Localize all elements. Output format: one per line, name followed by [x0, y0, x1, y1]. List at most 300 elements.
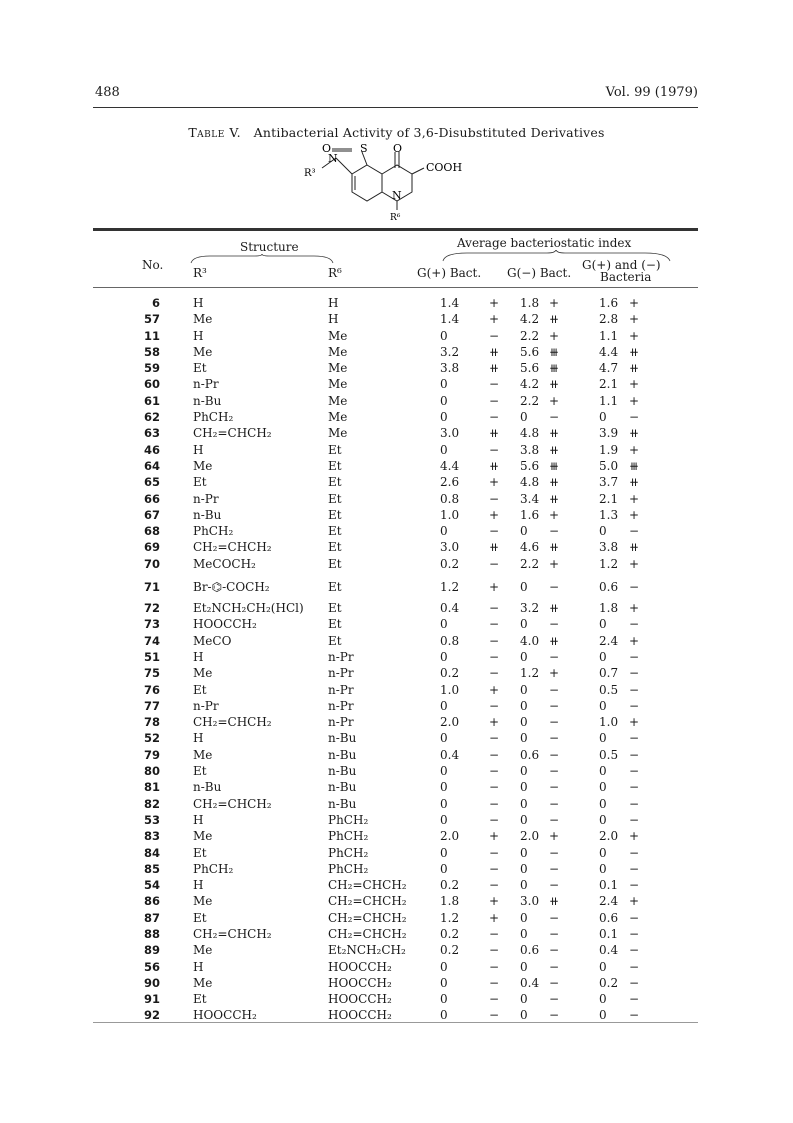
table-row	[0, 683, 793, 699]
r3-substituent: n-Bu	[193, 780, 222, 795]
table-bottom-rule	[93, 1022, 698, 1023]
compound-number: 70	[143, 556, 160, 571]
r6-substituent: PhCH₂	[328, 845, 369, 860]
gminus-index: 3.4	[520, 491, 540, 506]
table-row	[0, 797, 793, 813]
gminus-index: 2.2	[520, 556, 540, 571]
r6-substituent: HOOCCH₂	[328, 992, 392, 1007]
gplus-rating: −	[488, 617, 500, 632]
r3-substituent: Me	[193, 894, 213, 909]
r3-substituent: CH₂=CHCH₂	[193, 426, 272, 441]
compound-number: 74	[143, 633, 160, 648]
gminus-rating: +	[548, 393, 560, 408]
both-rating: −	[628, 959, 640, 974]
table-row	[0, 780, 793, 796]
gminus-index: 0	[520, 1008, 528, 1023]
gminus-rating: −	[548, 861, 560, 876]
gminus-index: 0	[520, 845, 528, 860]
gplus-rating: −	[488, 410, 500, 425]
compound-number: 76	[143, 682, 160, 697]
gminus-index: 0	[520, 731, 528, 746]
gminus-rating: −	[548, 845, 560, 860]
r6-substituent: HOOCCH₂	[328, 959, 392, 974]
table-row	[0, 377, 793, 393]
gminus-index: 4.0	[520, 633, 540, 648]
compound-number: 81	[143, 780, 160, 795]
both-rating: −	[628, 1008, 640, 1023]
gplus-rating: +	[488, 894, 500, 909]
both-index: 1.8	[599, 601, 619, 616]
gminus-rating: +	[548, 556, 560, 571]
gplus-index: 0	[440, 1008, 448, 1023]
gplus-index: 1.0	[440, 507, 460, 522]
both-rating: +	[628, 393, 640, 408]
both-rating: −	[628, 410, 640, 425]
gplus-rating: +	[488, 475, 500, 490]
compound-number: 6	[151, 296, 160, 310]
compound-number: 71	[143, 580, 160, 595]
r3-substituent: n-Pr	[193, 377, 219, 392]
gminus-index: 0	[520, 649, 528, 664]
r3-substituent: H	[193, 649, 204, 664]
both-index: 2.0	[599, 829, 619, 844]
both-index: 0.5	[599, 747, 619, 762]
gplus-rating: −	[488, 992, 500, 1007]
r6-substituent: n-Bu	[328, 731, 357, 746]
r3-substituent: Et	[193, 764, 207, 779]
gminus-rating: −	[548, 1008, 560, 1023]
gplus-index: 0	[440, 393, 448, 408]
keto-label: O	[393, 142, 403, 155]
r6-substituent: n-Pr	[328, 649, 354, 664]
gplus-rating: −	[488, 780, 500, 795]
gplus-index: 0	[440, 617, 448, 632]
gminus-index: 1.8	[520, 296, 540, 310]
both-rating: −	[628, 747, 640, 762]
both-rating: ⧻	[628, 458, 640, 473]
compound-number: 64	[143, 458, 160, 473]
table-row	[0, 813, 793, 829]
gplus-rating: −	[488, 943, 500, 958]
gplus-index: 0.2	[440, 556, 460, 571]
r3-substituent: Et	[193, 992, 207, 1007]
gplus-rating: −	[488, 556, 500, 571]
r6-substituent: Et	[328, 458, 342, 473]
compound-number: 72	[143, 601, 160, 616]
gminus-index: 0	[520, 910, 528, 925]
both-rating: +	[628, 507, 640, 522]
compound-number: 51	[143, 649, 160, 664]
gminus-rating: −	[548, 617, 560, 632]
gminus-rating: −	[548, 649, 560, 664]
gminus-index: 4.6	[520, 540, 540, 555]
r6-substituent: Me	[328, 361, 348, 376]
gplus-index: 0	[440, 442, 448, 457]
gplus-rating: −	[488, 524, 500, 539]
gplus-rating: −	[488, 812, 500, 827]
both-index: 3.8	[599, 540, 619, 555]
table-top-rule-2	[93, 230, 698, 231]
gplus-rating: +	[488, 296, 500, 310]
gminus-index: 0	[520, 861, 528, 876]
gplus-index: 0.2	[440, 666, 460, 681]
both-index: 0.1	[599, 926, 619, 941]
gminus-index: 0	[520, 959, 528, 974]
r3-substituent: n-Bu	[193, 507, 222, 522]
both-index: 0.5	[599, 682, 619, 697]
gplus-rating: −	[488, 491, 500, 506]
both-index: 0	[599, 617, 607, 632]
both-index: 0	[599, 731, 607, 746]
r3-substituent: H	[193, 959, 204, 974]
r3-substituent: H	[193, 328, 204, 343]
gminus-rating: −	[548, 747, 560, 762]
gplus-rating: −	[488, 442, 500, 457]
compound-number: 46	[143, 442, 160, 457]
gminus-index: 1.6	[520, 507, 540, 522]
both-rating: −	[628, 878, 640, 893]
both-rating: +	[628, 829, 640, 844]
compound-number: 91	[143, 992, 160, 1007]
r3-substituent: Me	[193, 458, 213, 473]
r6-substituent: n-Bu	[328, 764, 357, 779]
oxo-label: O	[322, 142, 332, 155]
table-row	[0, 508, 793, 524]
gplus-index: 1.4	[440, 296, 460, 310]
gplus-rating: +	[488, 507, 500, 522]
compound-number: 56	[143, 959, 160, 974]
gminus-index: 3.0	[520, 894, 540, 909]
gplus-rating: −	[488, 764, 500, 779]
gplus-rating: −	[488, 731, 500, 746]
header-no: No.	[142, 258, 164, 272]
gplus-rating: +	[488, 580, 500, 595]
table-row	[0, 617, 793, 633]
gplus-rating: −	[488, 1008, 500, 1023]
r3-substituent: Br-⌬-COCH₂	[193, 580, 270, 595]
gplus-index: 0.2	[440, 926, 460, 941]
gminus-index: 3.2	[520, 601, 540, 616]
r3-substituent: Me	[193, 666, 213, 681]
both-index: 1.3	[599, 507, 619, 522]
gminus-rating: ⧻	[548, 344, 560, 359]
both-index: 1.6	[599, 296, 619, 310]
r6-substituent: Et	[328, 556, 342, 571]
both-rating: −	[628, 649, 640, 664]
gminus-rating: −	[548, 910, 560, 925]
both-rating: +	[628, 296, 640, 310]
both-index: 4.4	[599, 344, 619, 359]
r3-substituent: H	[193, 878, 204, 893]
sulfur-label: S	[360, 142, 368, 155]
r3-substituent: Et	[193, 361, 207, 376]
both-index: 3.9	[599, 426, 619, 441]
compound-number: 84	[143, 845, 160, 860]
table-caption: Antibacterial Activity of 3,6-Disubstituted Derivatives	[253, 125, 605, 140]
table-row	[0, 634, 793, 650]
r3-substituent: HOOCCH₂	[193, 1008, 257, 1023]
gminus-rating: ⧻	[548, 361, 560, 376]
r6-label: R⁶	[390, 213, 401, 222]
compound-number: 63	[143, 426, 160, 441]
compound-number: 79	[143, 747, 160, 762]
gplus-index: 2.6	[440, 475, 460, 490]
gplus-rating: −	[488, 698, 500, 713]
table-row	[0, 976, 793, 992]
gplus-rating: −	[488, 926, 500, 941]
gminus-rating: −	[548, 580, 560, 595]
compound-number: 53	[143, 812, 160, 827]
gplus-index: 3.0	[440, 426, 460, 441]
gplus-index: 1.2	[440, 580, 460, 595]
both-index: 0.7	[599, 666, 619, 681]
compound-number: 75	[143, 666, 160, 681]
gminus-rating: ⧺	[548, 442, 560, 457]
both-index: 1.1	[599, 393, 619, 408]
header-bottom-rule	[93, 287, 698, 288]
table-row	[0, 475, 793, 491]
both-index: 2.4	[599, 894, 619, 909]
r6-substituent: PhCH₂	[328, 829, 369, 844]
r6-substituent: Me	[328, 377, 348, 392]
table-row	[0, 960, 793, 976]
table-row	[0, 601, 793, 617]
r6-substituent: Et	[328, 601, 342, 616]
gminus-rating: +	[548, 296, 560, 310]
compound-number: 89	[143, 943, 160, 958]
r6-substituent: Me	[328, 426, 348, 441]
gplus-index: 0	[440, 698, 448, 713]
both-rating: −	[628, 666, 640, 681]
both-index: 0	[599, 812, 607, 827]
gplus-rating: −	[488, 845, 500, 860]
header-rule	[93, 107, 698, 108]
compound-number: 68	[143, 524, 160, 539]
gplus-rating: ⧺	[488, 458, 500, 473]
r6-substituent: Et	[328, 540, 342, 555]
both-rating: −	[628, 617, 640, 632]
both-index: 0	[599, 649, 607, 664]
r6-substituent: CH₂=CHCH₂	[328, 910, 407, 925]
both-index: 0.4	[599, 943, 619, 958]
r6-substituent: Et	[328, 475, 342, 490]
both-rating: +	[628, 601, 640, 616]
compound-number: 62	[143, 410, 160, 425]
both-index: 1.0	[599, 715, 619, 730]
both-index: 0	[599, 992, 607, 1007]
gplus-index: 0	[440, 649, 448, 664]
gminus-rating: −	[548, 992, 560, 1007]
table-row	[0, 878, 793, 894]
r3-substituent: CH₂=CHCH₂	[193, 926, 272, 941]
r3-substituent: H	[193, 442, 204, 457]
journal-volume: Vol. 99 (1979)	[605, 85, 698, 100]
table-row	[0, 573, 793, 601]
table-row	[0, 862, 793, 878]
gminus-index: 5.6	[520, 361, 540, 376]
gminus-index: 2.2	[520, 393, 540, 408]
gplus-index: 3.0	[440, 540, 460, 555]
gplus-rating: −	[488, 747, 500, 762]
gminus-index: 5.6	[520, 344, 540, 359]
gminus-index: 4.2	[520, 312, 540, 327]
gminus-index: 0	[520, 992, 528, 1007]
table-row	[0, 911, 793, 927]
compound-number: 69	[143, 540, 160, 555]
both-index: 1.9	[599, 442, 619, 457]
gplus-rating: −	[488, 975, 500, 990]
both-index: 0.1	[599, 878, 619, 893]
r6-substituent: Et	[328, 507, 342, 522]
gplus-rating: −	[488, 649, 500, 664]
gplus-index: 0	[440, 861, 448, 876]
r3-substituent: n-Bu	[193, 393, 222, 408]
r3-substituent: H	[193, 296, 204, 310]
gplus-index: 0.8	[440, 633, 460, 648]
both-rating: +	[628, 491, 640, 506]
both-index: 0	[599, 1008, 607, 1023]
gminus-rating: −	[548, 878, 560, 893]
gminus-index: 0	[520, 715, 528, 730]
r3-substituent: Me	[193, 312, 213, 327]
compound-number: 88	[143, 926, 160, 941]
gplus-index: 3.2	[440, 344, 460, 359]
gplus-index: 0	[440, 780, 448, 795]
both-rating: −	[628, 780, 640, 795]
table-row	[0, 426, 793, 442]
both-rating: +	[628, 556, 640, 571]
gminus-rating: −	[548, 959, 560, 974]
gplus-index: 2.0	[440, 829, 460, 844]
header-index: Average bacteriostatic index	[457, 236, 632, 250]
compound-number: 73	[143, 617, 160, 632]
both-rating: −	[628, 698, 640, 713]
gplus-rating: ⧺	[488, 361, 500, 376]
r6-substituent: Et	[328, 580, 342, 595]
both-rating: +	[628, 377, 640, 392]
both-rating: −	[628, 975, 640, 990]
r6-substituent: n-Pr	[328, 698, 354, 713]
both-index: 0.2	[599, 975, 619, 990]
gplus-rating: −	[488, 666, 500, 681]
both-index: 0	[599, 698, 607, 713]
gminus-rating: −	[548, 715, 560, 730]
table-row	[0, 410, 793, 426]
both-rating: −	[628, 845, 640, 860]
both-rating: +	[628, 328, 640, 343]
chemical-structure	[300, 142, 500, 222]
r3-substituent: MeCO	[193, 633, 232, 648]
gminus-rating: ⧺	[548, 540, 560, 555]
compound-number: 57	[143, 312, 160, 327]
r3-substituent: CH₂=CHCH₂	[193, 540, 272, 555]
r3-label: R³	[304, 168, 316, 179]
gplus-index: 0	[440, 992, 448, 1007]
gminus-index: 0	[520, 812, 528, 827]
compound-number: 90	[143, 975, 160, 990]
compound-number: 83	[143, 829, 160, 844]
structure-brace	[190, 254, 335, 264]
r6-substituent: Et	[328, 633, 342, 648]
table-row	[0, 699, 793, 715]
compound-number: 65	[143, 475, 160, 490]
gminus-index: 0.6	[520, 943, 540, 958]
table-row	[0, 829, 793, 845]
table-row	[0, 650, 793, 666]
gminus-rating: +	[548, 328, 560, 343]
gminus-index: 0	[520, 878, 528, 893]
gplus-index: 0	[440, 959, 448, 974]
gminus-index: 2.2	[520, 328, 540, 343]
r3-substituent: Me	[193, 943, 213, 958]
compound-number: 87	[143, 910, 160, 925]
gminus-index: 4.2	[520, 377, 540, 392]
cooh-label: COOH	[426, 161, 463, 174]
table-row	[0, 459, 793, 475]
gminus-rating: −	[548, 764, 560, 779]
table-row	[0, 731, 793, 747]
r3-substituent: Et₂NCH₂CH₂(HCl)	[193, 601, 304, 616]
compound-number: 67	[143, 507, 160, 522]
r3-substituent: Me	[193, 747, 213, 762]
both-index: 1.1	[599, 328, 619, 343]
isothiazole-n-label: N	[328, 152, 338, 165]
table-row	[0, 666, 793, 682]
gminus-index: 0.4	[520, 975, 540, 990]
both-index: 2.1	[599, 491, 619, 506]
gminus-rating: ⧺	[548, 377, 560, 392]
gminus-rating: −	[548, 796, 560, 811]
header-gminus: G(−) Bact.	[507, 266, 572, 280]
gplus-rating: −	[488, 328, 500, 343]
gplus-index: 0.2	[440, 943, 460, 958]
gplus-index: 0	[440, 377, 448, 392]
gminus-rating: −	[548, 731, 560, 746]
gplus-rating: +	[488, 829, 500, 844]
gplus-index: 0	[440, 328, 448, 343]
gplus-rating: −	[488, 393, 500, 408]
compound-number: 85	[143, 861, 160, 876]
r6-substituent: Et	[328, 491, 342, 506]
table-row	[0, 943, 793, 959]
table-row	[0, 312, 793, 328]
both-index: 0	[599, 410, 607, 425]
both-index: 5.0	[599, 458, 619, 473]
gplus-rating: +	[488, 910, 500, 925]
gplus-index: 0	[440, 975, 448, 990]
both-index: 0	[599, 845, 607, 860]
r6-substituent: Me	[328, 393, 348, 408]
gplus-rating: −	[488, 601, 500, 616]
gminus-index: 4.8	[520, 475, 540, 490]
gplus-rating: −	[488, 377, 500, 392]
gplus-index: 0	[440, 731, 448, 746]
gplus-index: 0.4	[440, 601, 460, 616]
compound-number: 82	[143, 796, 160, 811]
gminus-rating: ⧺	[548, 475, 560, 490]
r3-substituent: n-Pr	[193, 698, 219, 713]
header-both-line2: Bacteria	[600, 270, 652, 284]
compound-number: 92	[143, 1008, 160, 1023]
gminus-index: 1.2	[520, 666, 540, 681]
gplus-index: 1.8	[440, 894, 460, 909]
both-rating: −	[628, 910, 640, 925]
table-row	[0, 927, 793, 943]
both-index: 2.1	[599, 377, 619, 392]
r6-substituent: n-Pr	[328, 666, 354, 681]
both-rating: −	[628, 580, 640, 595]
both-index: 0	[599, 764, 607, 779]
